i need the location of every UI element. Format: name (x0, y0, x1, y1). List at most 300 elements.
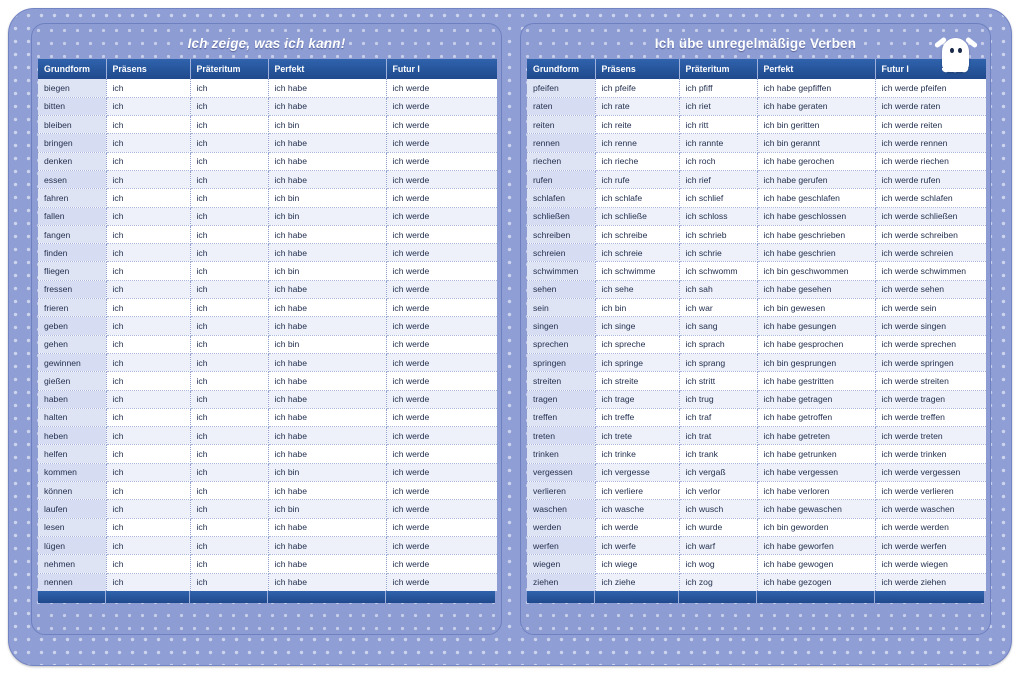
right-conjugation-cell: ich riet (679, 97, 757, 115)
left-verb-cell: frieren (38, 299, 106, 317)
left-verb-cell: bleiben (38, 116, 106, 134)
left-conjugation-cell: ich habe (268, 555, 386, 573)
right-conjugation-cell: ich schlief (679, 189, 757, 207)
left-verb-cell: gewinnen (38, 353, 106, 371)
right-conjugation-cell: ich bin (595, 299, 679, 317)
left-panel-title: Ich zeige, was ich kann! (187, 36, 346, 51)
table-row (527, 335, 986, 353)
left-conjugation-cell: ich habe (268, 445, 386, 463)
right-verb-cell: springen (527, 353, 595, 371)
right-column-header: Futur I (875, 59, 986, 79)
panels-container (31, 23, 991, 635)
table-row (527, 225, 986, 243)
left-conjugation-cell: ich werde (386, 482, 497, 500)
table-row (527, 189, 986, 207)
right-conjugation-cell: ich habe vergessen (757, 463, 875, 481)
left-conjugation-cell: ich werde (386, 555, 497, 573)
left-conjugation-cell: ich werde (386, 262, 497, 280)
right-conjugation-cell: ich schlafe (595, 189, 679, 207)
left-conjugation-cell: ich werde (386, 372, 497, 390)
right-conjugation-cell: ich habe getrunken (757, 445, 875, 463)
left-verb-cell: kommen (38, 463, 106, 481)
table-row (527, 244, 986, 262)
left-conjugation-cell: ich werde (386, 518, 497, 536)
left-verb-cell: essen (38, 170, 106, 188)
table-row (38, 372, 497, 390)
left-conjugation-cell: ich (190, 353, 268, 371)
left-column-header: Präteritum (190, 59, 268, 79)
table-row (527, 573, 986, 591)
left-conjugation-cell: ich werde (386, 500, 497, 518)
right-conjugation-cell: ich werde riechen (875, 152, 986, 170)
left-conjugation-cell: ich bin (268, 262, 386, 280)
right-conjugation-cell: ich werde schwimmen (875, 262, 986, 280)
right-conjugation-cell: ich werde (595, 518, 679, 536)
right-verb-cell: riechen (527, 152, 595, 170)
left-conjugation-cell: ich (190, 427, 268, 445)
left-conjugation-cell: ich (106, 189, 190, 207)
right-conjugation-cell: ich bin gerannt (757, 134, 875, 152)
table-row (527, 280, 986, 298)
right-verb-cell: schwimmen (527, 262, 595, 280)
left-conjugation-cell: ich habe (268, 299, 386, 317)
left-conjugation-cell: ich habe (268, 536, 386, 554)
right-conjugation-cell: ich rate (595, 97, 679, 115)
right-conjugation-cell: ich habe geschrien (757, 244, 875, 262)
left-conjugation-cell: ich bin (268, 116, 386, 134)
left-conjugation-cell: ich werde (386, 97, 497, 115)
left-conjugation-cell: ich werde (386, 445, 497, 463)
right-conjugation-cell: ich werde sprechen (875, 335, 986, 353)
left-conjugation-cell: ich (106, 427, 190, 445)
left-conjugation-cell: ich habe (268, 134, 386, 152)
right-conjugation-cell: ich sprang (679, 353, 757, 371)
table-row (527, 317, 986, 335)
left-conjugation-cell: ich (106, 244, 190, 262)
ghost-eye-left (950, 48, 954, 53)
right-conjugation-cell: ich werde pfeifen (875, 79, 986, 97)
left-conjugation-cell: ich (106, 573, 190, 591)
left-conjugation-cell: ich bin (268, 335, 386, 353)
table-row (527, 134, 986, 152)
right-conjugation-cell: ich trat (679, 427, 757, 445)
left-conjugation-cell: ich (106, 152, 190, 170)
right-verb-cell: treffen (527, 408, 595, 426)
left-conjugation-cell: ich habe (268, 390, 386, 408)
right-conjugation-cell: ich werde schließen (875, 207, 986, 225)
right-conjugation-cell: ich habe getreten (757, 427, 875, 445)
right-conjugation-cell: ich spreche (595, 335, 679, 353)
background-mat (8, 8, 1012, 666)
right-verb-cell: waschen (527, 500, 595, 518)
left-header-row (38, 59, 497, 79)
table-row (38, 463, 497, 481)
right-conjugation-cell: ich treffe (595, 408, 679, 426)
left-conjugation-cell: ich werde (386, 116, 497, 134)
table-row (38, 427, 497, 445)
left-table-head (38, 59, 497, 79)
right-verb-cell: wiegen (527, 555, 595, 573)
table-row (38, 317, 497, 335)
right-conjugation-cell: ich schwimme (595, 262, 679, 280)
right-conjugation-cell: ich werde rufen (875, 170, 986, 188)
right-conjugation-cell: ich wasche (595, 500, 679, 518)
right-conjugation-cell: ich schreibe (595, 225, 679, 243)
table-row (38, 79, 497, 97)
right-conjugation-cell: ich stritt (679, 372, 757, 390)
left-conjugation-cell: ich (106, 262, 190, 280)
left-conjugation-cell: ich (106, 372, 190, 390)
right-conjugation-cell: ich habe gerochen (757, 152, 875, 170)
left-conjugation-cell: ich (190, 152, 268, 170)
ghost-icon (934, 26, 978, 78)
right-conjugation-cell: ich vergesse (595, 463, 679, 481)
right-conjugation-cell: ich bin geschwommen (757, 262, 875, 280)
left-verb-cell: bitten (38, 97, 106, 115)
left-conjugation-cell: ich werde (386, 280, 497, 298)
right-header-row (527, 59, 986, 79)
left-conjugation-cell: ich (106, 335, 190, 353)
right-conjugation-cell: ich werde sehen (875, 280, 986, 298)
left-conjugation-cell: ich (106, 207, 190, 225)
left-conjugation-cell: ich bin (268, 463, 386, 481)
left-verb-cell: können (38, 482, 106, 500)
left-conjugation-cell: ich (190, 390, 268, 408)
right-conjugation-cell: ich streite (595, 372, 679, 390)
right-conjugation-cell: ich werde werfen (875, 536, 986, 554)
right-table-footer (527, 591, 984, 603)
right-conjugation-cell: ich habe gesungen (757, 317, 875, 335)
right-verb-cell: ziehen (527, 573, 595, 591)
table-row (527, 79, 986, 97)
left-conjugation-cell: ich bin (268, 500, 386, 518)
left-verb-cell: nehmen (38, 555, 106, 573)
right-verb-cell: vergessen (527, 463, 595, 481)
right-conjugation-cell: ich sah (679, 280, 757, 298)
left-conjugation-cell: ich habe (268, 408, 386, 426)
right-conjugation-cell: ich werde schreien (875, 244, 986, 262)
right-conjugation-cell: ich ritt (679, 116, 757, 134)
left-conjugation-cell: ich habe (268, 225, 386, 243)
right-conjugation-cell: ich habe gewaschen (757, 500, 875, 518)
right-conjugation-cell: ich habe gewogen (757, 555, 875, 573)
left-conjugation-cell: ich (190, 170, 268, 188)
right-verb-cell: verlieren (527, 482, 595, 500)
right-conjugation-cell: ich wusch (679, 500, 757, 518)
table-row (527, 262, 986, 280)
right-conjugation-cell: ich werde waschen (875, 500, 986, 518)
left-verb-cell: halten (38, 408, 106, 426)
left-conjugation-cell: ich werde (386, 335, 497, 353)
left-conjugation-cell: ich bin (268, 189, 386, 207)
right-conjugation-cell: ich werde sein (875, 299, 986, 317)
left-conjugation-cell: ich (190, 97, 268, 115)
left-verb-cell: fahren (38, 189, 106, 207)
table-row (527, 500, 986, 518)
right-conjugation-cell: ich roch (679, 152, 757, 170)
left-conjugation-cell: ich (190, 262, 268, 280)
left-conjugation-cell: ich (190, 317, 268, 335)
right-conjugation-cell: ich trank (679, 445, 757, 463)
left-verb-cell: haben (38, 390, 106, 408)
left-conjugation-cell: ich (190, 335, 268, 353)
right-conjugation-cell: ich sprach (679, 335, 757, 353)
ghost-eye-right (958, 48, 962, 53)
right-conjugation-cell: ich schließe (595, 207, 679, 225)
table-row (38, 555, 497, 573)
left-conjugation-cell: ich werde (386, 244, 497, 262)
right-conjugation-cell: ich habe gepfiffen (757, 79, 875, 97)
right-verb-cell: sprechen (527, 335, 595, 353)
table-row (38, 152, 497, 170)
right-conjugation-cell: ich schwomm (679, 262, 757, 280)
right-conjugation-cell: ich werde streiten (875, 372, 986, 390)
right-conjugation-cell: ich rufe (595, 170, 679, 188)
right-table-body (527, 79, 986, 591)
table-row (38, 116, 497, 134)
left-conjugation-cell: ich werde (386, 353, 497, 371)
left-verb-table (38, 59, 497, 591)
right-verb-cell: pfeifen (527, 79, 595, 97)
right-conjugation-cell: ich werde werden (875, 518, 986, 536)
table-row (38, 445, 497, 463)
right-conjugation-cell: ich wurde (679, 518, 757, 536)
right-conjugation-cell: ich habe getroffen (757, 408, 875, 426)
left-conjugation-cell: ich (106, 280, 190, 298)
left-conjugation-cell: ich werde (386, 152, 497, 170)
left-conjugation-cell: ich (190, 482, 268, 500)
right-conjugation-cell: ich habe geraten (757, 97, 875, 115)
table-row (527, 116, 986, 134)
ghost-body (942, 38, 969, 72)
right-conjugation-cell: ich reite (595, 116, 679, 134)
right-verb-cell: tragen (527, 390, 595, 408)
left-worksheet-panel (31, 23, 502, 635)
table-row (38, 353, 497, 371)
left-conjugation-cell: ich (190, 518, 268, 536)
left-verb-cell: fliegen (38, 262, 106, 280)
right-conjugation-cell: ich werde vergessen (875, 463, 986, 481)
right-conjugation-cell: ich werde rennen (875, 134, 986, 152)
left-conjugation-cell: ich (106, 134, 190, 152)
left-column-header: Präsens (106, 59, 190, 79)
right-verb-cell: streiten (527, 372, 595, 390)
right-conjugation-cell: ich habe gesehen (757, 280, 875, 298)
right-conjugation-cell: ich sehe (595, 280, 679, 298)
right-conjugation-cell: ich werde wiegen (875, 555, 986, 573)
table-row (527, 372, 986, 390)
left-conjugation-cell: ich (190, 79, 268, 97)
left-conjugation-cell: ich (106, 353, 190, 371)
left-conjugation-cell: ich werde (386, 536, 497, 554)
right-conjugation-cell: ich traf (679, 408, 757, 426)
right-worksheet-panel (520, 23, 991, 635)
right-verb-table (527, 59, 986, 591)
left-conjugation-cell: ich werde (386, 170, 497, 188)
left-verb-cell: laufen (38, 500, 106, 518)
right-verb-cell: schreien (527, 244, 595, 262)
left-conjugation-cell: ich (190, 244, 268, 262)
right-conjugation-cell: ich bin geworden (757, 518, 875, 536)
right-conjugation-cell: ich springe (595, 353, 679, 371)
right-panel-title: Ich übe unregelmäßige Verben (654, 36, 857, 51)
left-conjugation-cell: ich (190, 408, 268, 426)
right-conjugation-cell: ich werde treten (875, 427, 986, 445)
right-verb-cell: schreiben (527, 225, 595, 243)
left-table-body (38, 79, 497, 591)
left-conjugation-cell: ich (106, 445, 190, 463)
table-row (38, 299, 497, 317)
left-verb-cell: gießen (38, 372, 106, 390)
left-conjugation-cell: ich (106, 408, 190, 426)
left-conjugation-cell: ich (190, 463, 268, 481)
right-verb-cell: sein (527, 299, 595, 317)
right-conjugation-cell: ich habe geschrieben (757, 225, 875, 243)
left-conjugation-cell: ich werde (386, 408, 497, 426)
right-conjugation-cell: ich schrieb (679, 225, 757, 243)
right-conjugation-cell: ich habe gezogen (757, 573, 875, 591)
left-verb-cell: fallen (38, 207, 106, 225)
right-conjugation-cell: ich werde treffen (875, 408, 986, 426)
right-conjugation-cell: ich vergaß (679, 463, 757, 481)
right-conjugation-cell: ich singe (595, 317, 679, 335)
table-row (38, 280, 497, 298)
left-conjugation-cell: ich (106, 79, 190, 97)
right-column-header: Perfekt (757, 59, 875, 79)
left-conjugation-cell: ich (106, 299, 190, 317)
right-conjugation-cell: ich bin geritten (757, 116, 875, 134)
left-verb-cell: heben (38, 427, 106, 445)
left-conjugation-cell: ich werde (386, 189, 497, 207)
left-conjugation-cell: ich werde (386, 79, 497, 97)
left-conjugation-cell: ich habe (268, 317, 386, 335)
right-conjugation-cell: ich warf (679, 536, 757, 554)
left-conjugation-cell: ich (190, 207, 268, 225)
right-conjugation-cell: ich habe geschlossen (757, 207, 875, 225)
table-row (527, 427, 986, 445)
right-verb-cell: sehen (527, 280, 595, 298)
left-conjugation-cell: ich werde (386, 225, 497, 243)
right-conjugation-cell: ich schrie (679, 244, 757, 262)
right-conjugation-cell: ich schloss (679, 207, 757, 225)
left-conjugation-cell: ich (190, 573, 268, 591)
left-table-footer (38, 591, 495, 603)
left-conjugation-cell: ich werde (386, 463, 497, 481)
left-conjugation-cell: ich werde (386, 317, 497, 335)
table-row (38, 482, 497, 500)
right-verb-cell: treten (527, 427, 595, 445)
left-verb-cell: biegen (38, 79, 106, 97)
table-row (527, 353, 986, 371)
left-conjugation-cell: ich (106, 97, 190, 115)
right-column-header: Präteritum (679, 59, 757, 79)
left-conjugation-cell: ich habe (268, 79, 386, 97)
left-conjugation-cell: ich werde (386, 207, 497, 225)
table-row (527, 299, 986, 317)
table-row (38, 335, 497, 353)
table-row (527, 482, 986, 500)
right-conjugation-cell: ich werde raten (875, 97, 986, 115)
right-conjugation-cell: ich habe gerufen (757, 170, 875, 188)
right-conjugation-cell: ich werde schreiben (875, 225, 986, 243)
table-row (527, 536, 986, 554)
right-conjugation-cell: ich werde tragen (875, 390, 986, 408)
right-conjugation-cell: ich trete (595, 427, 679, 445)
left-conjugation-cell: ich habe (268, 353, 386, 371)
right-conjugation-cell: ich rannte (679, 134, 757, 152)
right-conjugation-cell: ich pfiff (679, 79, 757, 97)
left-conjugation-cell: ich werde (386, 299, 497, 317)
right-conjugation-cell: ich wiege (595, 555, 679, 573)
right-conjugation-cell: ich verliere (595, 482, 679, 500)
left-conjugation-cell: ich (106, 536, 190, 554)
table-row (38, 225, 497, 243)
left-conjugation-cell: ich habe (268, 280, 386, 298)
right-conjugation-cell: ich bin gewesen (757, 299, 875, 317)
left-conjugation-cell: ich (106, 555, 190, 573)
right-conjugation-cell: ich werde singen (875, 317, 986, 335)
left-conjugation-cell: ich habe (268, 244, 386, 262)
left-conjugation-cell: ich habe (268, 372, 386, 390)
right-verb-cell: rennen (527, 134, 595, 152)
left-conjugation-cell: ich (106, 463, 190, 481)
table-row (38, 207, 497, 225)
left-verb-cell: helfen (38, 445, 106, 463)
left-verb-cell: denken (38, 152, 106, 170)
table-row (527, 207, 986, 225)
right-conjugation-cell: ich werde reiten (875, 116, 986, 134)
left-conjugation-cell: ich (190, 299, 268, 317)
left-conjugation-cell: ich (106, 317, 190, 335)
left-conjugation-cell: ich (190, 500, 268, 518)
left-verb-cell: fangen (38, 225, 106, 243)
table-row (527, 518, 986, 536)
right-conjugation-cell: ich rieche (595, 152, 679, 170)
table-row (527, 555, 986, 573)
table-row (527, 445, 986, 463)
right-verb-cell: schließen (527, 207, 595, 225)
left-conjugation-cell: ich (106, 518, 190, 536)
right-conjugation-cell: ich verlor (679, 482, 757, 500)
table-row (527, 152, 986, 170)
right-verb-cell: werden (527, 518, 595, 536)
right-verb-cell: raten (527, 97, 595, 115)
right-conjugation-cell: ich habe gesprochen (757, 335, 875, 353)
left-conjugation-cell: ich habe (268, 97, 386, 115)
right-verb-cell: singen (527, 317, 595, 335)
right-conjugation-cell: ich rief (679, 170, 757, 188)
left-verb-cell: finden (38, 244, 106, 262)
right-conjugation-cell: ich trug (679, 390, 757, 408)
right-conjugation-cell: ich werde ziehen (875, 573, 986, 591)
left-conjugation-cell: ich (106, 225, 190, 243)
table-row (38, 390, 497, 408)
left-conjugation-cell: ich habe (268, 482, 386, 500)
right-column-header: Präsens (595, 59, 679, 79)
right-verb-cell: schlafen (527, 189, 595, 207)
right-conjugation-cell: ich habe verloren (757, 482, 875, 500)
left-conjugation-cell: ich werde (386, 390, 497, 408)
left-conjugation-cell: ich habe (268, 573, 386, 591)
left-verb-cell: lesen (38, 518, 106, 536)
left-column-header: Futur I (386, 59, 497, 79)
left-conjugation-cell: ich (106, 500, 190, 518)
right-verb-cell: werfen (527, 536, 595, 554)
left-conjugation-cell: ich habe (268, 427, 386, 445)
right-conjugation-cell: ich werde schlafen (875, 189, 986, 207)
table-row (527, 408, 986, 426)
left-verb-cell: nennen (38, 573, 106, 591)
